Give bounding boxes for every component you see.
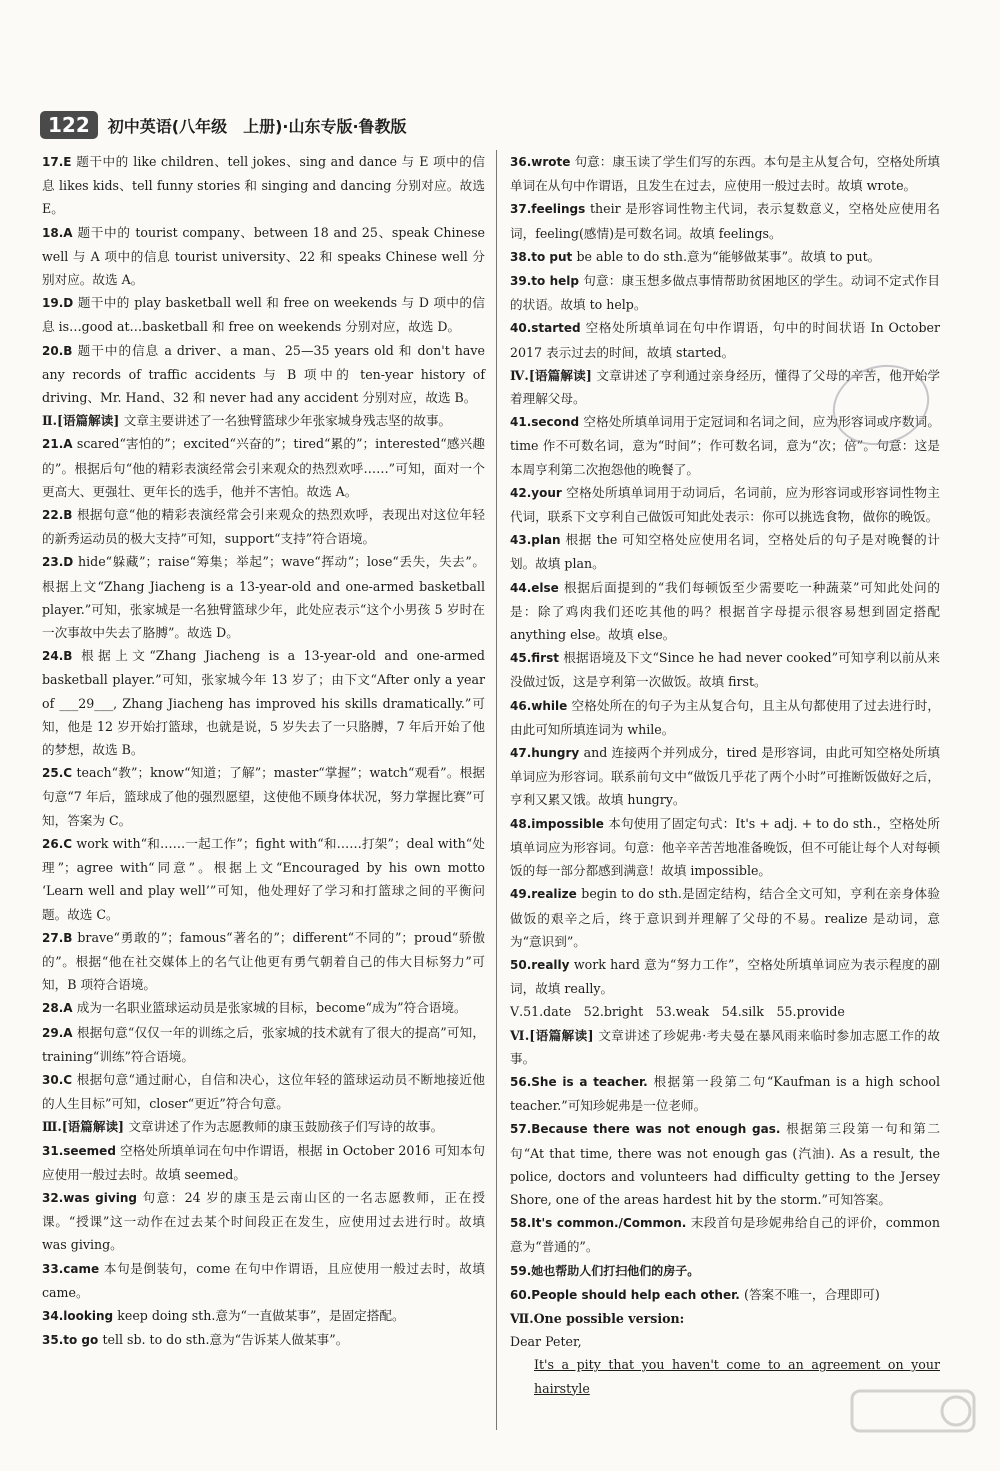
answer-explanation: 根据第三段第一句和第二句“At that time, there was not enough gas (汽油). As a result, the police, doctors and volunteers had difficulty getting to the Jersey Shore, one of the areas hardest hit by the storm.”可知答案。 — [510, 1121, 940, 1207]
answer-line-text: Ⅴ.51.date 52.bright 53.weak 54.silk 55.provide — [510, 1004, 845, 1020]
answer-entry — [510, 197, 940, 244]
answer-entry — [510, 1283, 940, 1307]
answer-number: 40.started — [510, 321, 586, 336]
answer-entry — [510, 1070, 940, 1117]
answer-explanation: 句意：24 岁的康玉是云南山区的一名志愿教师，正在授课。“授课”这一动作在过去某个时间段正在发生，应使用过去进行时。故填 was giving。 — [42, 1189, 485, 1253]
answer-entry — [42, 432, 485, 503]
answer-entry — [42, 1328, 485, 1352]
answer-entry — [510, 150, 940, 197]
section-heading: Ⅲ.[语篇解读] — [42, 1119, 129, 1135]
answer-number: 33.came — [42, 1261, 104, 1276]
answer-number: 48.impossible — [510, 816, 609, 831]
answer-entry — [510, 1211, 940, 1258]
section-text: 文章讲述了亨利通过亲身经历，懂得了父母的辛苦，他开始学着理解父母。 — [510, 367, 941, 407]
answer-explanation: 空格处所填单词用于定冠词和名词之间，应为形容词或序数词。time 作不可数名词，意为“时间”；作可数名词，意为“次；倍”。句意：这是本周亨利第二次抱怨他的晚餐了。 — [510, 414, 940, 477]
answer-entry — [510, 576, 940, 647]
answer-entry — [510, 882, 940, 953]
answer-explanation: work with“和……一起工作”；fight with“和……打架”；deal with“处理”；agree with“同意”。根据上文“Encouraged by his own motto ‘Learn well and play well’”可知，他处理好了学习和打篮球之间的平衡问题。故选 C。 — [42, 835, 485, 922]
answer-entry — [510, 1259, 940, 1283]
answer-explanation: 句意：康玉读了学生们写的东西。本句是主从复合句，空格处所填单词在从句中作谓语，且发生在过去，应使用一般过去时。故填 wrote。 — [510, 154, 941, 194]
answer-entry — [42, 996, 485, 1020]
answer-entry — [42, 221, 485, 292]
answer-number: 60.People should help each other. — [510, 1287, 745, 1302]
section-intro — [510, 1307, 940, 1330]
book-title: 初中英语(八年级 上册)·山东专版·鲁教版 — [107, 116, 407, 136]
answer-number: 17.E — [42, 155, 77, 169]
answer-entry — [42, 1139, 485, 1186]
answer-explanation: 成为一名职业篮球运动员是张家城的目标，become“成为”符合语境。 — [76, 1000, 467, 1016]
answer-entry — [510, 528, 940, 575]
answer-explanation: 根据句意“仅仅一年的训练之后，张家城的技术就有了很大的提高”可知，training“训练”符合语境。 — [42, 1024, 485, 1064]
answer-entry — [42, 832, 485, 926]
answer-entry — [510, 245, 940, 269]
answer-number: 39.to help — [510, 274, 584, 289]
answer-explanation: teach“教”；know“知道；了解”；master“掌握”；watch“观看”。根据句意“7 年后，篮球成了他的强烈愿望，这使他不顾身体状况，努力掌握比赛”可知，答案为 C。 — [42, 765, 485, 828]
answer-number: 50.really — [510, 957, 574, 972]
answer-entry — [42, 1304, 485, 1328]
answer-entry — [510, 812, 940, 883]
answer-explanation: 题干中的 like children、tell jokes、sing and dance 与 E 项中的信息 likes kids、tell funny stories 和 singing and dancing 分别对应。故选 E。 — [42, 154, 486, 217]
answer-explanation: 空格处所填单词用于动词后，名词前，应为形容词或形容词性物主代词，联系下文亨利自己做饭可知此处表示：你可以挑选食物，做你的晚饭。 — [510, 484, 941, 525]
answer-explanation: keep doing sth.意为“一直做某事”，是固定搭配。 — [117, 1307, 405, 1323]
answer-explanation: 本句是倒装句，come 在句中作谓语，且应使用一般过去时，故填 came。 — [42, 1260, 485, 1300]
answer-explanation: 句意：康玉想多做点事情帮助贫困地区的学生。动词不定式作目的状语。故填 to help。 — [510, 273, 941, 313]
right-column — [510, 150, 940, 1400]
answer-explanation: 本句使用了固定句式：It's + adj. + to do sth.，空格处所填单词应为形容词。句意：他辛辛苦苦地准备晚饭，但不可能让每个人对每顿饭的每一部分都感到满意！故填 impossible。 — [510, 815, 940, 879]
answer-number: 18.A — [42, 225, 78, 240]
answer-number: 37.feelings — [510, 202, 590, 217]
answer-number: 29.A — [42, 1025, 77, 1040]
answer-entry — [510, 1117, 940, 1211]
answer-number: 46.while — [510, 698, 572, 713]
answer-explanation: 空格处所填单词在句中作谓语，根据 in October 2016 可知本句应使用一般过去时。故填 seemed。 — [42, 1142, 485, 1182]
page-number: 122 — [40, 111, 98, 139]
answer-line — [510, 1000, 940, 1023]
answer-explanation: tell sb. to do sth.意为“告诉某人做某事”。 — [102, 1332, 349, 1348]
answer-explanation: 根据语境及下文“Since he had never cooked”可知亨利以前从来没做过饭，这是亨利第一次做饭。故填 first。 — [510, 650, 940, 690]
answer-explanation: 题干中的 tourist company、between 18 and 25、speak Chinese well 与 A 项中的信息 tourist university、22 和 speaks Chinese well 分别对应。故选 A。 — [42, 224, 485, 288]
answer-number: 42.your — [510, 485, 567, 500]
answer-entry — [510, 741, 940, 812]
answer-number: 49.realize — [510, 887, 582, 902]
section-intro — [510, 1024, 940, 1070]
answer-number: 43.plan — [510, 533, 566, 548]
section-text: 文章讲述了珍妮弗·考夫曼在暴风雨来临时参加志愿工作的故事。 — [510, 1027, 940, 1066]
section-text: 文章主要讲述了一名独臂篮球少年张家城身残志坚的故事。 — [123, 413, 452, 429]
answer-explanation: 空格处所在的句子为主从复合句，且主从句都使用了过去进行时，由此可知所填连词为 while。 — [510, 697, 940, 737]
answer-number: 23.D — [42, 555, 78, 570]
answer-explanation: 根据句意“他的精彩表演经常会引来观众的热烈欢呼，表现出对这位年轻的新秀运动员的极大支持”可知，support“支持”符合语境。 — [42, 507, 485, 547]
answer-number: 28.A — [42, 1001, 77, 1016]
page-header — [40, 108, 960, 142]
answer-number: 22.B — [42, 508, 77, 523]
answer-entry — [42, 761, 485, 832]
answer-number: 59.她也帮助人们打扫他们的房子。 — [510, 1263, 700, 1278]
answer-entry — [42, 926, 485, 997]
answer-entry — [42, 1186, 485, 1257]
answer-number: 20.B — [42, 343, 78, 358]
answer-number: 21.A — [42, 437, 77, 452]
answer-entry — [42, 150, 485, 221]
answer-number: 36.wrote — [510, 155, 575, 169]
answer-entry — [510, 953, 940, 1000]
answer-number: 24.B — [42, 649, 82, 664]
section-intro — [42, 1115, 485, 1138]
answer-explanation: 题干中的 play basketball well 和 free on weekends 与 D 项中的信息 is…good at…basketball 和 free on weekends 分别对应，故选 D。 — [42, 295, 485, 335]
answer-number: 45.first — [510, 651, 564, 666]
answer-explanation: 题干中的信息 a driver、a man、25—35 years old 和 don't have any records of traffic accidents 与 B 项中的 ten-year history of driving、Mr. Hand、32 和 never had any accident 分别对应，故选 B。 — [42, 342, 485, 406]
section-heading: Ⅶ.One possible version: — [510, 1310, 685, 1326]
answer-entry — [42, 503, 485, 550]
answer-explanation: 根据上文“Zhang Jiacheng is a 13-year-old and one-armed basketball player.”可知，张家城今年 13 岁了；由下文“After only a year of ___29___, Zhang Jiacheng has improved his skills dramatically.”可知，他是 12 岁开始打篮球，也就是说，5 岁失去了一只胳膊，7 年后开始了他的梦想，故选 B。 — [42, 648, 485, 758]
answer-explanation: and 连接两个并列成分，tired 是形容词，由此可知空格处所填单词应为形容词。联系前句文中“做饭几乎花了两个小时”可推断饭做好之后，亨利又累又饿。故填 hungry。 — [510, 745, 941, 808]
answer-number: 27.B — [42, 930, 78, 945]
answer-entry — [42, 550, 485, 644]
answer-number: 57.Because there was not enough gas. — [510, 1122, 787, 1137]
answer-explanation: 空格处所填单词在句中作谓语，句中的时间状语 In October 2017 表示过去的时间，故填 started。 — [510, 320, 941, 360]
answer-number: 58.It's common./Common. — [510, 1216, 691, 1231]
watermark-logo — [848, 1383, 978, 1453]
answer-number: 31.seemed — [42, 1143, 121, 1158]
answer-explanation: 末段首句是珍妮弗给自己的评价，common 意为“普通的”。 — [510, 1215, 940, 1255]
answer-entry — [510, 694, 940, 741]
answer-explanation: begin to do sth.是固定结构，结合全文可知，亨利在亲身体验做饭的艰辛之后，终于意识到并理解了父母的不易。realize 是动词，意为“意识到”。 — [510, 886, 940, 949]
answer-explanation: scared“害怕的”；excited“兴奋的”；tired“累的”；interested“感兴趣的”。根据后句“他的精彩表演经常会引来观众的热烈欢呼……”可知，面对一个更高大、更强壮、更年长的选手，他并不害怕。故选 A。 — [42, 436, 485, 499]
section-intro — [42, 409, 485, 432]
answer-explanation: 根据句意“通过耐心，自信和决心，这位年轻的篮球运动员不断地接近他的人生目标”可知，closer“更近”符合句意。 — [42, 1071, 485, 1112]
answer-number: 26.C — [42, 836, 77, 851]
answer-number: 34.looking — [42, 1308, 118, 1323]
answer-number: 47.hungry — [510, 746, 584, 761]
answer-line-text: It's a pity that you haven't come to an agreement on your hairstyle — [534, 1357, 940, 1396]
answer-explanation: brave“勇敢的”；famous“著名的”；different“不同的”；proud“骄傲的”。根据“他在社交媒体上的名气让他更有勇气朝着自己的伟大目标努力”可知，B 项符合语境。 — [42, 929, 485, 993]
left-column — [42, 150, 485, 1352]
answer-entry — [510, 316, 940, 363]
answer-explanation: 根据 the 可知空格处应使用名词，空格处后的句子是对晚餐的计划。故填 plan。 — [510, 532, 940, 572]
answer-entry — [42, 1257, 485, 1304]
answer-number: 35.to go — [42, 1333, 103, 1348]
section-heading: Ⅳ.[语篇解读] — [510, 367, 597, 383]
answer-line — [510, 1330, 940, 1353]
answer-entry — [42, 291, 485, 338]
answer-number: 38.to put — [510, 249, 577, 264]
answer-entry — [510, 481, 940, 528]
answer-entry — [42, 339, 485, 410]
answer-number: 41.second — [510, 415, 584, 430]
answer-entry — [510, 646, 940, 693]
section-heading: Ⅱ.[语篇解读] — [42, 413, 124, 429]
answer-explanation: 根据第一段第二句“Kaufman is a high school teacher.”可知珍妮弗是一位老师。 — [510, 1073, 940, 1114]
answer-explanation: (答案不唯一，合理即可) — [744, 1286, 880, 1302]
answer-entry — [42, 1068, 485, 1115]
section-heading: Ⅵ.[语篇解读] — [510, 1027, 599, 1043]
answer-number: 32.was giving — [42, 1190, 143, 1205]
answer-number: 25.C — [42, 766, 77, 781]
answer-entry — [510, 269, 940, 316]
answer-number: 30.C — [42, 1072, 77, 1087]
answer-number: 19.D — [42, 296, 78, 311]
answer-number: 44.else — [510, 580, 564, 595]
answer-number: 56.She is a teacher. — [510, 1074, 654, 1089]
answer-explanation: work hard 意为“努力工作”，空格处所填单词应为表示程度的副词，故填 really。 — [510, 956, 940, 997]
answer-line-text: Dear Peter, — [510, 1334, 582, 1350]
answer-explanation: hide“躲藏”；raise“筹集；举起”；wave“挥动”；lose“丢失，失去”。根据上文“Zhang Jiacheng is a 13-year-old and one-armed basketball player.”可知，张家城是一名独臂篮球少年，此处应表示“这个小男孩 5 岁时在一次事故中失去了胳膊”。故选 D。 — [42, 554, 485, 641]
answer-explanation: be able to do sth.意为“能够做某事”。故填 to put。 — [576, 248, 881, 264]
section-text: 文章讲述了作为志愿教师的康玉鼓励孩子们写诗的故事。 — [128, 1119, 444, 1135]
column-divider — [496, 150, 497, 1430]
answer-explanation: their 是形容词性物主代词，表示复数意义，空格处应使用名词，feeling(感情)是可数名词。故填 feelings。 — [510, 201, 940, 241]
answer-entry — [42, 644, 485, 761]
answer-explanation: 根据后面提到的“我们每顿饭至少需要吃一种蔬菜”可知此处问的是：除了鸡肉我们还吃其他的吗？根据首字母提示很容易想到固定搭配 anything else。故填 else。 — [510, 579, 940, 643]
answer-entry — [42, 1021, 485, 1068]
